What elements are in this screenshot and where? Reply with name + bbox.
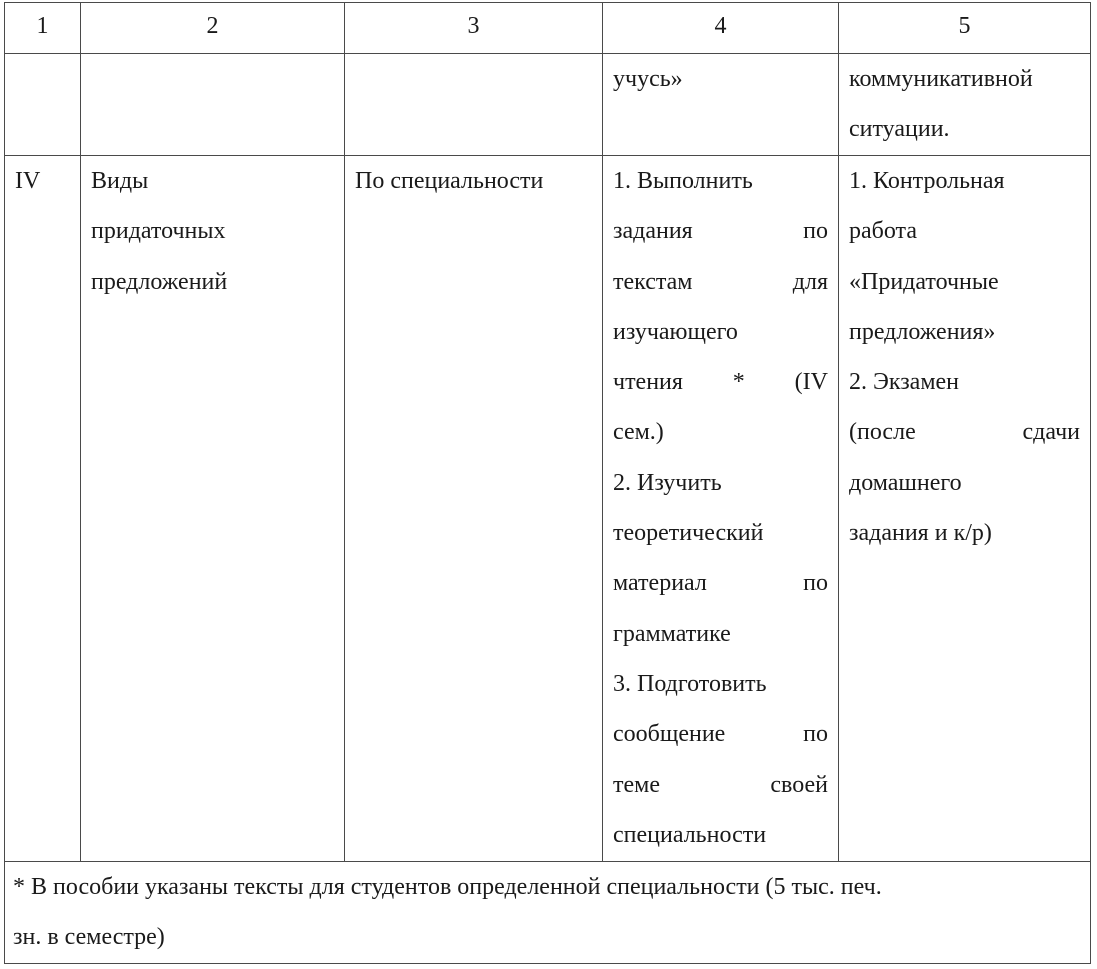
text-line: (после сдачи <box>849 419 1080 446</box>
text-line: теоретический <box>613 520 764 547</box>
table-header-row <box>5 3 1091 54</box>
header-cell-5: 5 <box>839 3 1091 54</box>
text-line: ситуации. <box>849 116 950 143</box>
text-line: предложения» <box>849 318 996 345</box>
text-line: теме своей <box>613 771 828 798</box>
empty-cell <box>345 54 603 156</box>
text-line: «Придаточные <box>849 268 999 295</box>
text-line: сем.) <box>613 419 664 446</box>
footnote-cell <box>5 862 1091 964</box>
text-line: 1. Контрольная <box>849 168 1005 194</box>
text-line: По специальности <box>355 168 544 194</box>
text-line: 3. Подготовить <box>613 670 767 697</box>
tasks-cell-continued <box>603 54 839 156</box>
empty-cell <box>81 54 345 156</box>
text-line: чтения * (IV <box>613 369 828 396</box>
text-line: 2. Экзамен <box>849 369 960 396</box>
empty-cell <box>5 54 81 156</box>
table-row <box>5 54 1091 156</box>
text-line: предложений <box>91 268 228 295</box>
text-line: сообщение по <box>613 721 828 748</box>
text-line: коммуникативной <box>849 66 1033 92</box>
table-row <box>5 156 1091 862</box>
text-line: работа <box>849 218 917 245</box>
text-line: придаточных <box>91 218 226 245</box>
text-line: задания и к/р) <box>849 520 992 547</box>
text-line: задания по <box>613 218 828 245</box>
footnote-row <box>5 862 1091 964</box>
material-cell <box>345 156 603 862</box>
control-cell <box>839 156 1091 862</box>
text-line: учусь» <box>613 66 683 92</box>
control-cell-continued <box>839 54 1091 156</box>
text-line: домашнего <box>849 469 962 496</box>
footnote-line: зн. в семестре) <box>13 924 165 951</box>
text-line: материал по <box>613 570 828 597</box>
header-cell-4: 4 <box>603 3 839 54</box>
topic-cell <box>81 156 345 862</box>
text-line: специальности <box>613 821 767 848</box>
curriculum-table <box>4 2 1091 964</box>
text-line: 2. Изучить <box>613 469 722 496</box>
footnote-line: * В пособии указаны тексты для студентов определенной специальности (5 тыс. печ. <box>13 874 882 900</box>
section-number: IV <box>15 168 41 194</box>
tasks-cell <box>603 156 839 862</box>
text-line: текстам для <box>613 268 828 295</box>
text-line: 1. Выполнить <box>613 168 753 194</box>
header-cell-2: 2 <box>81 3 345 54</box>
text-line: Виды <box>91 168 149 194</box>
text-line: грамматике <box>613 620 731 647</box>
header-cell-1: 1 <box>5 3 81 54</box>
header-cell-3: 3 <box>345 3 603 54</box>
text-line: изучающего <box>613 318 738 345</box>
document-page <box>4 2 1090 964</box>
section-number-cell <box>5 156 81 862</box>
